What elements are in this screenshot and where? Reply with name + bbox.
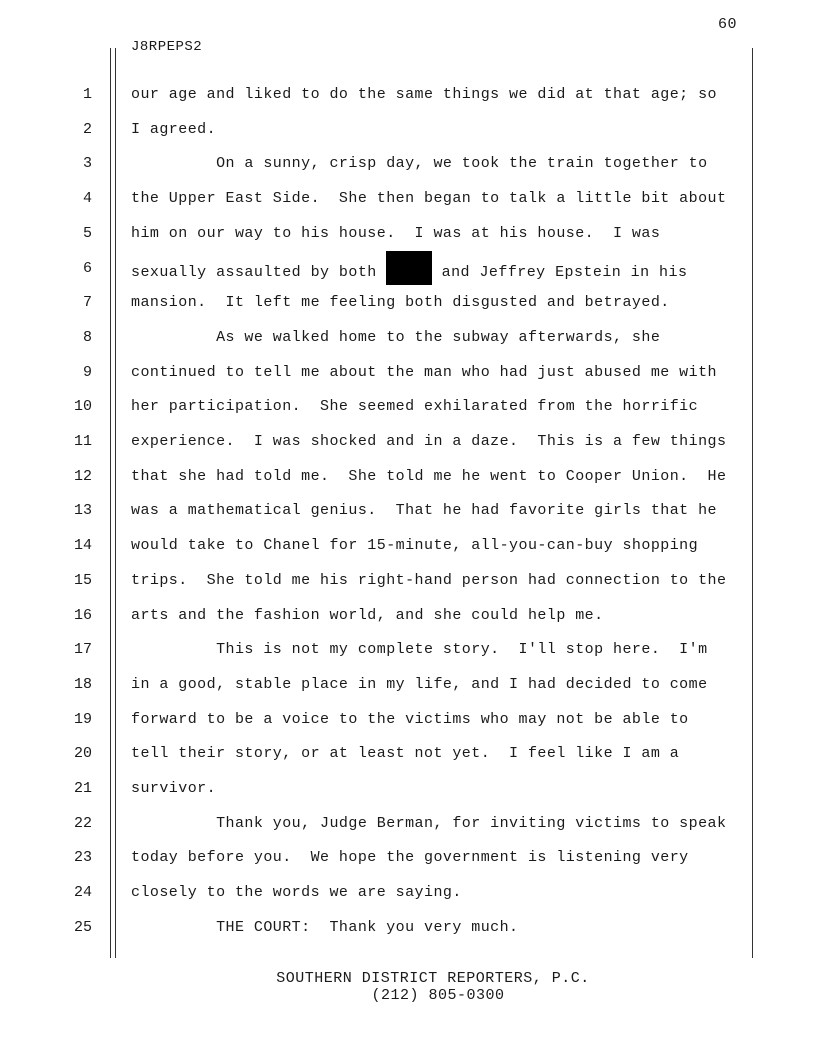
line-text: today before you. We hope the government is listening very (131, 849, 689, 867)
transcript-line (0, 189, 816, 209)
line-text-after-redaction: and Jeffrey Epstein in his (432, 263, 688, 281)
transcript-line (0, 259, 816, 279)
line-text: continued to tell me about the man who had just abused me with (131, 363, 717, 381)
line-text: arts and the fashion world, and she could help me. (131, 606, 604, 624)
line-text-before-redaction: sexually assaulted by both (131, 263, 387, 281)
line-text: Thank you, Judge Berman, for inviting victims to speak (131, 814, 727, 832)
line-number: 18 (73, 675, 92, 693)
transcript-line (0, 814, 816, 834)
footer-reporter-name: SOUTHERN DISTRICT REPORTERS, P.C. (276, 970, 590, 987)
line-number: 11 (73, 433, 92, 450)
line-text: forward to be a voice to the victims who may not be able to (131, 710, 689, 728)
line-text: On a sunny, crisp day, we took the train together to (131, 155, 708, 173)
transcript-line (0, 848, 816, 868)
transcript-line (0, 606, 816, 626)
line-text: closely to the words we are saying. (131, 884, 462, 902)
transcript-line (0, 640, 816, 660)
transcript-line (0, 224, 816, 244)
transcript-line (0, 397, 816, 417)
line-number: 20 (73, 745, 92, 763)
line-number: 2 (82, 120, 92, 138)
line-number: 9 (82, 363, 92, 381)
line-text: was a mathematical genius. That he had favorite girls that he (131, 502, 717, 520)
line-text: trips. She told me his right-hand person had connection to the (131, 571, 727, 589)
line-number: 8 (82, 328, 92, 346)
line-text: would take to Chanel for 15-minute, all-you-can-buy shopping (131, 537, 699, 555)
transcript-line (0, 467, 816, 487)
line-number: 16 (73, 606, 92, 624)
line-number: 1 (82, 86, 92, 103)
line-number: 15 (73, 571, 92, 589)
line-text: him on our way to his house. I was at his house. I was (131, 224, 661, 242)
line-number: 17 (73, 641, 92, 659)
transcript-line (0, 120, 816, 140)
line-text: THE COURT: Thank you very much. (131, 918, 519, 936)
transcript-line (0, 918, 816, 938)
line-text: that she had told me. She told me he went to Cooper Union. He (131, 467, 727, 485)
line-number: 13 (73, 502, 92, 520)
transcript-line (0, 536, 816, 556)
line-number: 22 (73, 814, 92, 832)
line-text: the Upper East Side. She then began to talk a little bit about (131, 190, 727, 208)
line-text: in a good, stable place in my life, and I had decided to come (131, 675, 708, 693)
line-text: experience. I was shocked and in a daze. This is a few things (131, 433, 727, 450)
line-number: 12 (73, 467, 92, 485)
line-text: tell their story, or at least not yet. I feel like I am a (131, 745, 680, 763)
transcript-line (0, 710, 816, 730)
line-text: I agreed. (131, 120, 217, 138)
line-number: 3 (82, 155, 92, 173)
line-number: 19 (73, 710, 92, 728)
line-text (131, 259, 687, 285)
line-number: 6 (82, 259, 92, 277)
transcript-line (0, 501, 816, 521)
line-number: 14 (73, 537, 92, 555)
transcript-line (0, 779, 816, 799)
line-text: our age and liked to do the same things we did at that age; so (131, 86, 717, 103)
line-text: survivor. (131, 780, 217, 797)
transcript-line (0, 85, 816, 105)
redaction-box (386, 251, 432, 285)
transcript-line (0, 432, 816, 452)
transcript-line (0, 154, 816, 174)
line-text: As we walked home to the subway afterwards, she (131, 328, 661, 346)
line-text: This is not my complete story. I'll stop here. I'm (131, 641, 708, 659)
line-text: mansion. It left me feeling both disgusted and betrayed. (131, 294, 670, 312)
page-number: 60 (718, 16, 738, 33)
line-number: 24 (73, 884, 92, 902)
line-text: her participation. She seemed exhilarated from the horrific (131, 398, 699, 416)
line-number: 25 (73, 918, 92, 936)
transcript-line (0, 363, 816, 383)
line-number: 21 (73, 780, 92, 797)
line-number: 4 (82, 190, 92, 208)
case-id: J8RPEPS2 (131, 39, 203, 55)
line-number: 7 (82, 294, 92, 312)
transcript-line (0, 675, 816, 695)
transcript-line (0, 883, 816, 903)
line-number: 10 (73, 398, 92, 416)
transcript-line (0, 328, 816, 348)
transcript-line (0, 744, 816, 764)
line-number: 5 (82, 224, 92, 242)
transcript-line (0, 571, 816, 591)
transcript-line (0, 293, 816, 313)
footer-phone: (212) 805-0300 (371, 987, 505, 1004)
line-number: 23 (73, 849, 92, 867)
